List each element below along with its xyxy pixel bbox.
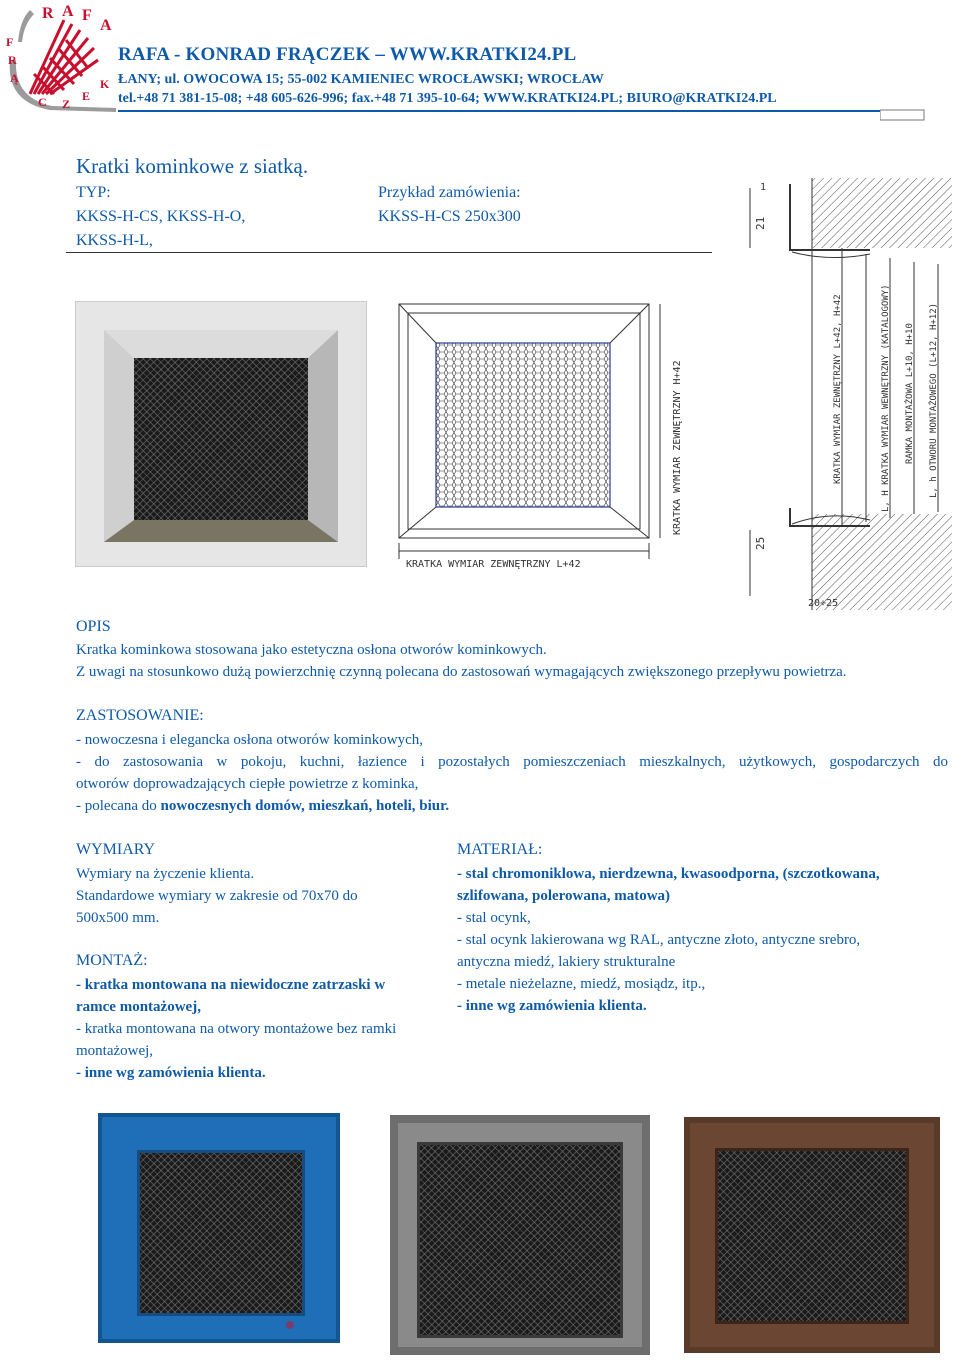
opis-text-1: Kratka kominkowa stosowana jako estetyczna osłona otworów kominkowych. xyxy=(76,642,547,658)
wymiary-line-1: Wymiary na życzenie klienta. xyxy=(76,866,255,882)
label-outer-dim: KRATKA WYMIAR ZEWNĘTRZNY L+42, H+42 xyxy=(833,294,843,484)
logo-letter: K xyxy=(100,77,110,91)
montaz-line-2: ramce montażowej, xyxy=(76,999,201,1015)
label-inner-dim: L, H KRATKA WYMIAR WEWNĘTRZNY (KATALOGOWY) xyxy=(881,284,891,512)
label-outer-height: KRATKA WYMIAR ZEWNĘTRZNY H+42 xyxy=(672,360,683,535)
info-divider xyxy=(66,252,712,253)
label-outer-width: KRATKA WYMIAR ZEWNĘTRZNY L+42 xyxy=(406,559,581,570)
material-line-5: antyczna miedź, lakiery strukturalne xyxy=(457,954,676,970)
logo-letter: E xyxy=(82,89,91,103)
zastosowanie-heading: ZASTOSOWANIE: xyxy=(76,707,204,724)
montaz-heading: MONTAŻ: xyxy=(76,952,148,969)
logo-letter: F xyxy=(6,35,14,49)
material-line-1: - stal chromoniklowa, nierdzewna, kwasoodporna, (szczotkowana, xyxy=(457,866,880,882)
company-logo xyxy=(4,2,116,112)
zastosowanie-item-2a: - do zastosowania w pokoju, kuchni, łazience i pozostałych pomieszczeniach mieszkalnych, użytkowych, gospodarczych do xyxy=(76,754,948,770)
montaz-line-5: - inne wg zamówienia klienta. xyxy=(76,1065,266,1081)
cross-section-drawing xyxy=(730,178,956,610)
company-address: ŁANY; ul. OWOCOWA 15; 55-002 KAMIENIEC WROCŁAWSKI; WROCŁAW xyxy=(118,72,604,87)
material-line-7: - inne wg zamówienia klienta. xyxy=(457,998,647,1014)
material-heading: MATERIAŁ: xyxy=(457,841,543,858)
logo-letter: F xyxy=(82,7,92,24)
zastosowanie-item-3-bold: nowoczesnych domów, mieszkań, hoteli, biur. xyxy=(160,798,450,814)
material-line-6: - metale nieżelazne, miedź, mosiądz, itp., xyxy=(457,976,706,992)
mesh-panel xyxy=(718,1151,906,1321)
zastosowanie-item-3-prefix: - polecana do xyxy=(76,798,161,814)
dim-21: 21 xyxy=(754,216,767,230)
logo-letter: R xyxy=(8,53,17,67)
product-photo-silver-antique xyxy=(390,1115,650,1355)
type-list-line1: KKSS-H-CS, KKSS-H-O, xyxy=(76,208,246,225)
opis-heading: OPIS xyxy=(76,618,111,635)
material-line-3: - stal ocynk, xyxy=(457,910,531,926)
wymiary-line-2: Standardowe wymiary w zakresie od 70x70 do xyxy=(76,888,358,904)
dim-bottom: 20÷25 xyxy=(808,598,839,609)
zastosowanie-item-2b: otworów doprowadzających ciepłe powietrze z kominka, xyxy=(76,776,419,792)
logo-letter: Ą xyxy=(10,71,19,85)
product-photo-copper xyxy=(684,1117,940,1353)
label-mount-opening: L, h OTWORU MONTAŻOWEGO (L+12, H+12) xyxy=(929,302,939,498)
label-mount-frame: RAMKA MONTAŻOWA L+10, H+10 xyxy=(905,323,915,464)
dim-1: 1 xyxy=(760,182,767,193)
header-divider xyxy=(118,110,924,112)
zastosowanie-item-1: - nowoczesna i elegancka osłona otworów kominkowych, xyxy=(76,732,423,748)
material-line-2: szlifowana, polerowana, matowa) xyxy=(457,888,671,904)
mesh-panel xyxy=(420,1145,620,1335)
product-title: Kratki kominkowe z siatką. xyxy=(76,154,309,178)
screw-dot xyxy=(286,1321,294,1329)
company-name: RAFA - KONRAD FRĄCZEK – WWW.KRATKI24.PL xyxy=(118,44,577,65)
logo-letter: Z xyxy=(62,97,71,111)
company-contact: tel.+48 71 381-15-08; +48 605-626-996; fax.+48 71 395-10-64; WWW.KRATKI24.PL; BIURO@KRATKI24.PL xyxy=(118,91,777,106)
montaz-line-1: - kratka montowana na niewidoczne zatrzaski w xyxy=(76,977,386,993)
wymiary-line-3: 500x500 mm. xyxy=(76,910,160,926)
type-list-line2: KKSS-H-L, xyxy=(76,232,153,249)
dim-25: 25 xyxy=(754,536,767,550)
product-photo-silver xyxy=(76,302,366,566)
mesh-panel xyxy=(140,1153,302,1313)
header-arrow-decoration xyxy=(880,106,928,124)
logo-letter: A xyxy=(62,3,74,20)
mesh-panel xyxy=(134,358,308,520)
logo-letter: C xyxy=(38,95,47,109)
opis-text-2: Z uwagi na stosunkowo dużą powierzchnię czynną polecana do zastosowań wymagających zwiększonego przepływu powietrza. xyxy=(76,664,847,680)
material-line-4: - stal ocynk lakierowana wg RAL, antyczne złoto, antyczne srebro, xyxy=(457,932,861,948)
logo-letter: A xyxy=(100,17,112,34)
product-photo-blue xyxy=(98,1113,340,1343)
zastosowanie-item-3 xyxy=(76,795,449,817)
order-label: Przykład zamówienia: xyxy=(378,184,521,201)
montaz-line-3: - kratka montowana na otwory montażowe bez ramki xyxy=(76,1021,397,1037)
front-technical-drawing xyxy=(398,303,685,571)
montaz-line-4: montażowej, xyxy=(76,1043,154,1059)
order-example: KKSS-H-CS 250x300 xyxy=(378,208,521,225)
logo-letter: R xyxy=(42,5,54,22)
wymiary-heading: WYMIARY xyxy=(76,841,156,858)
type-label: TYP: xyxy=(76,184,111,201)
